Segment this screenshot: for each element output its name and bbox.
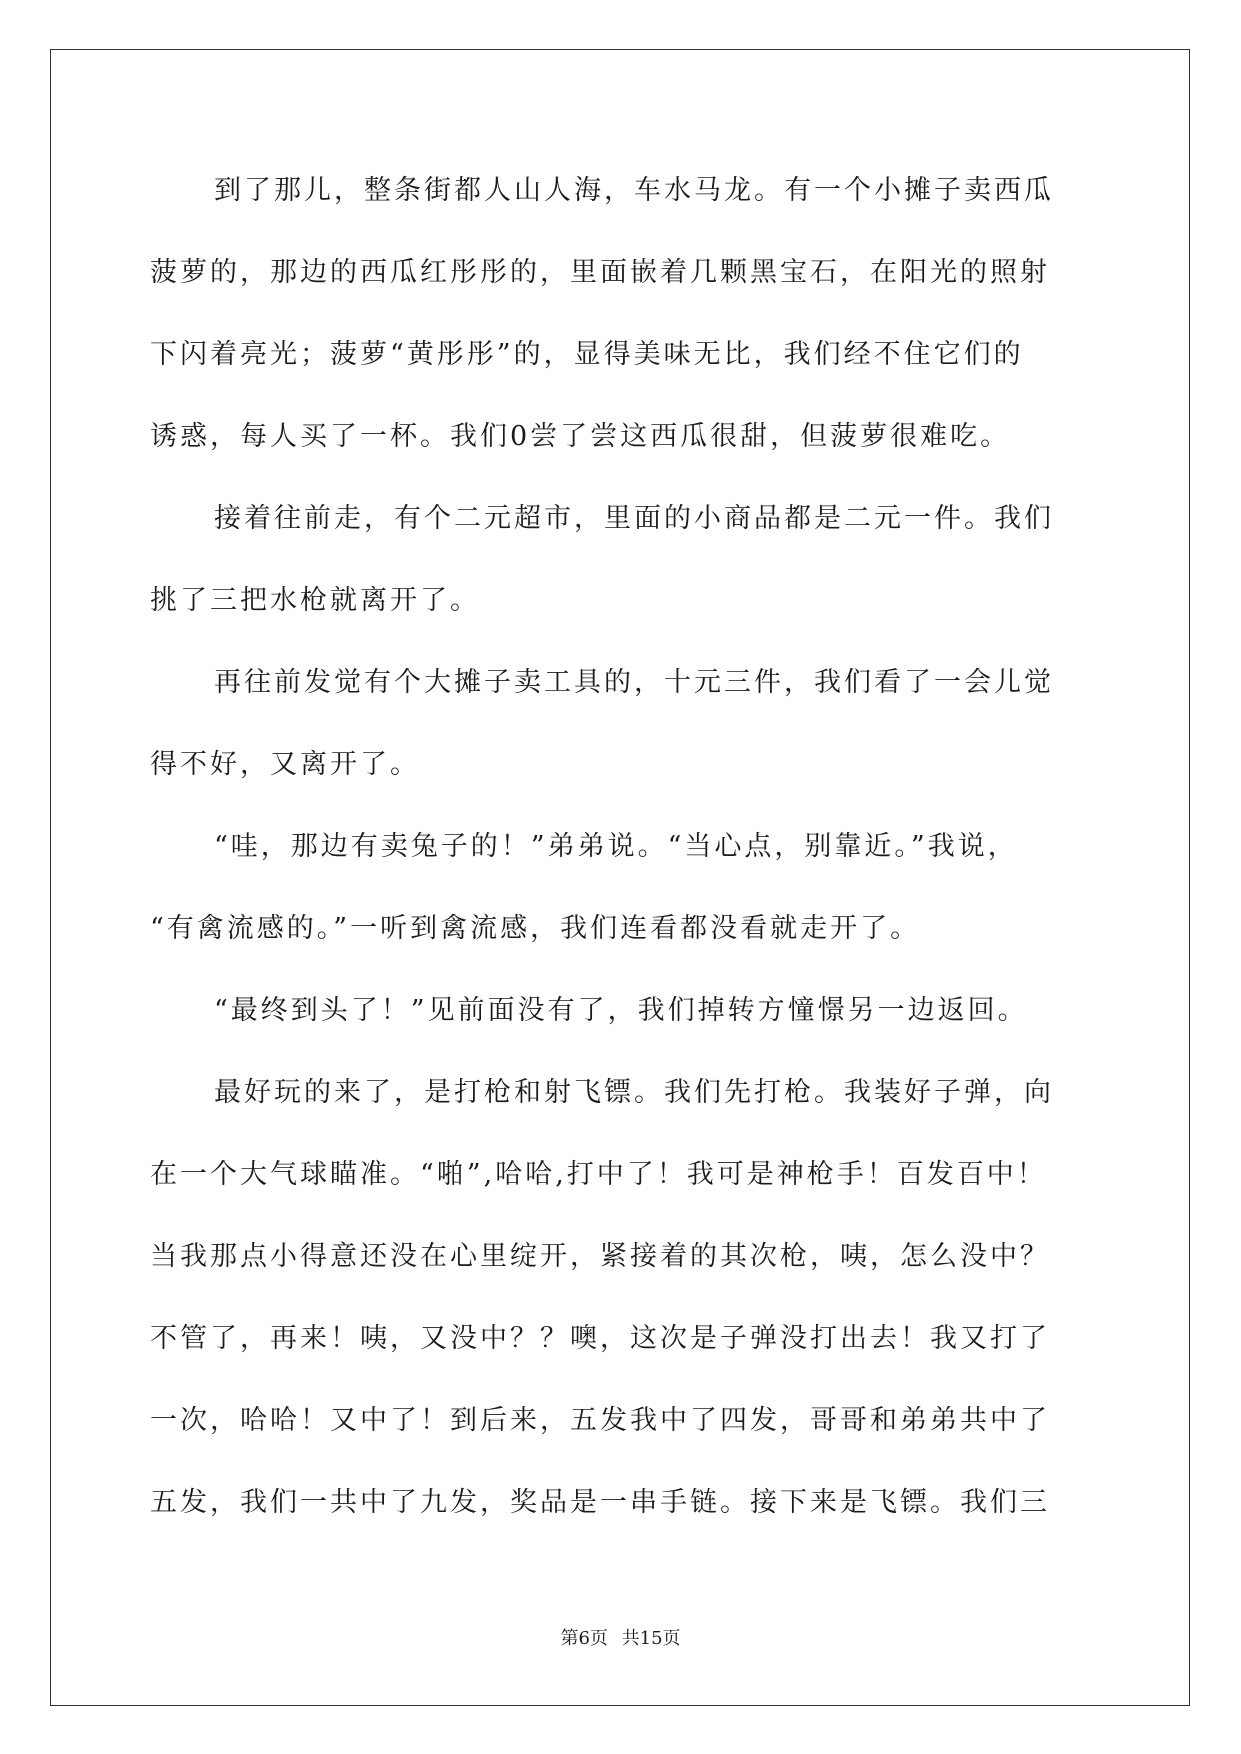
- text-line: 再往前发觉有个大摊子卖工具的，十元三件，我们看了一会儿觉: [214, 667, 1054, 698]
- text-line: 诱惑，每人买了一杯。我们0尝了尝这西瓜很甜，但菠萝很难吃。: [150, 421, 1011, 452]
- text-line: 下闪着亮光；菠萝“黄彤彤”的，显得美味无比，我们经不住它们的: [150, 339, 1024, 370]
- document-body: [150, 160, 1090, 1554]
- text-line: 得不好，又离开了。: [150, 749, 420, 780]
- text-line: 不管了，再来！咦，又没中？？噢，这次是子弹没打出去！我又打了: [150, 1323, 1050, 1354]
- text-line: “哇，那边有卖兔子的！”弟弟说。“当心点，别靠近。”我说，: [214, 831, 1018, 862]
- page-number: 第6页: [560, 1628, 608, 1649]
- text-line: 当我那点小得意还没在心里绽开，紧接着的其次枪，咦，怎么没中？: [150, 1241, 1050, 1272]
- text-line: 最好玩的来了，是打枪和射飞镖。我们先打枪。我装好子弹，向: [214, 1077, 1054, 1108]
- page-footer: [0, 1624, 1241, 1650]
- text-line: “最终到头了！”见前面没有了，我们掉转方憧憬另一边返回。: [214, 995, 1028, 1026]
- text-line: “有禽流感的。”一听到禽流感，我们连看都没看就走开了。: [150, 913, 921, 944]
- text-line: 在一个大气球瞄准。“啪”,哈哈,打中了！我可是神枪手！百发百中！: [150, 1159, 1047, 1190]
- text-line: 一次，哈哈！又中了！到后来，五发我中了四发，哥哥和弟弟共中了: [150, 1405, 1050, 1436]
- text-line: 五发，我们一共中了九发，奖品是一串手链。接下来是飞镖。我们三: [150, 1487, 1050, 1518]
- text-line: 挑了三把水枪就离开了。: [150, 585, 480, 616]
- page-total: 共15页: [621, 1628, 681, 1649]
- text-line: 接着往前走，有个二元超市，里面的小商品都是二元一件。我们: [214, 503, 1054, 534]
- text-line: 到了那儿，整条街都人山人海，车水马龙。有一个小摊子卖西瓜: [214, 175, 1054, 206]
- text-line: 菠萝的，那边的西瓜红彤彤的，里面嵌着几颗黑宝石，在阳光的照射: [150, 257, 1050, 288]
